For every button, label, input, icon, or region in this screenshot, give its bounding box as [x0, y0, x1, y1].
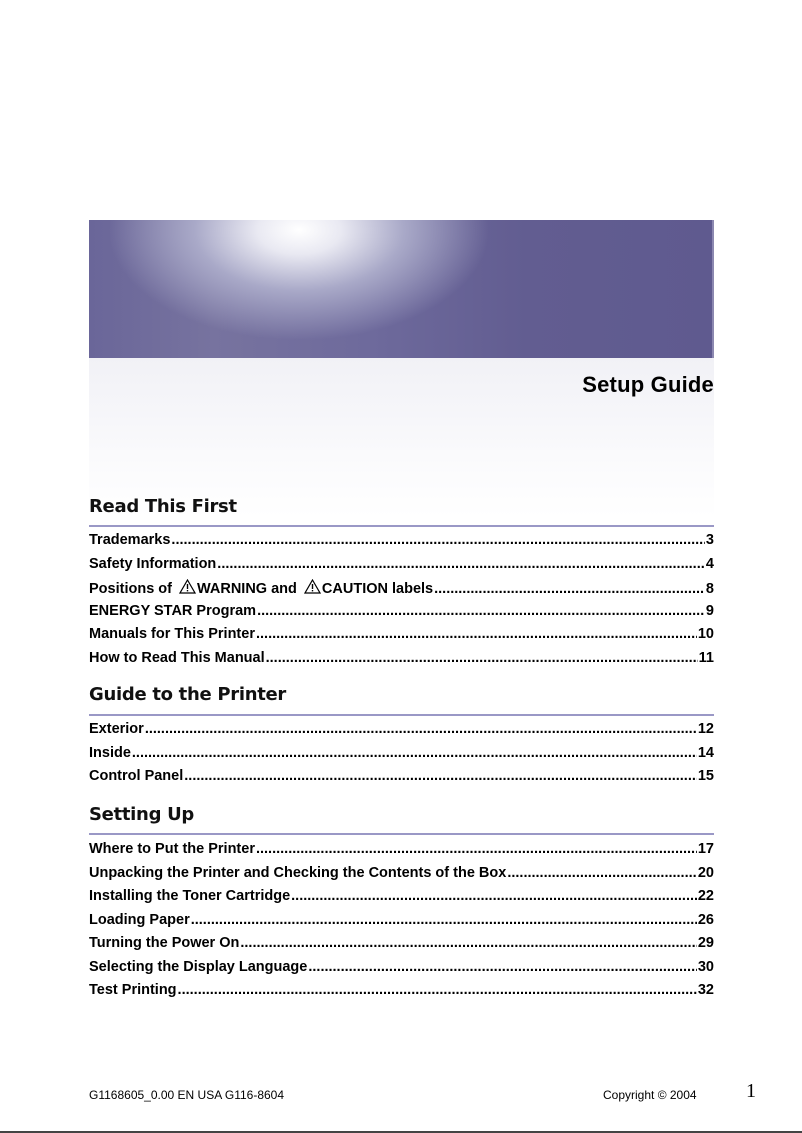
dot-leader	[184, 768, 697, 784]
dot-leader	[507, 865, 697, 881]
section-heading-setting-up: Setting Up	[89, 804, 195, 825]
toc-entry-how-to-read[interactable]	[89, 650, 714, 674]
toc-entry-page: 11	[698, 649, 714, 666]
toc-entry-energy-star[interactable]	[89, 603, 714, 627]
toc-entry-label: ENERGY STAR Program	[89, 602, 257, 619]
toc-entry-label: Inside	[89, 744, 131, 761]
toc-entry-label-part: CAUTION labels	[321, 581, 434, 597]
toc-entry-inside[interactable]	[89, 745, 714, 769]
dot-leader	[171, 532, 705, 548]
footer-document-code: G1168605_0.00 EN USA G116-8604	[89, 1088, 285, 1102]
toc-entry-label: Exterior	[89, 721, 144, 737]
toc-entry-toner-cartridge[interactable]	[89, 888, 714, 912]
toc-list-read-this-first	[89, 532, 714, 673]
toc-entry-display-language[interactable]	[89, 959, 714, 983]
toc-entry-page: 15	[697, 768, 714, 784]
page-number: 1	[746, 1080, 756, 1102]
footer-copyright: Copyright © 2004	[603, 1088, 697, 1102]
toc-entry-page: 8	[705, 581, 714, 597]
dot-leader	[257, 603, 705, 619]
dot-leader	[291, 888, 697, 904]
section-rule	[89, 525, 714, 527]
toc-entry-label: Unpacking the Printer and Checking the Contents of the Box	[89, 864, 507, 881]
dot-leader	[240, 935, 696, 951]
dot-leader	[191, 912, 697, 928]
toc-entry-label: Control Panel	[89, 768, 184, 784]
dot-leader	[145, 721, 697, 737]
document-title: Setup Guide	[582, 372, 714, 397]
toc-entry-label: Turning the Power On	[89, 935, 240, 951]
dot-leader	[178, 982, 697, 998]
toc-entry-page: 3	[705, 532, 714, 548]
section-heading-guide-to-the-printer: Guide to the Printer	[89, 684, 286, 705]
section-rule	[89, 833, 714, 835]
toc-entry-label: Manuals for This Printer	[89, 626, 255, 642]
toc-list-setting-up	[89, 841, 714, 1006]
toc-entry-page: 10	[697, 626, 714, 642]
toc-entry-positions-of-labels[interactable]	[89, 579, 714, 603]
toc-entry-page: 30	[697, 958, 714, 975]
dot-leader	[308, 959, 697, 975]
toc-entry-page: 20	[697, 864, 714, 881]
toc-entry-exterior[interactable]	[89, 721, 714, 745]
section-heading-read-this-first: Read This First	[89, 496, 237, 517]
toc-entry-page: 9	[705, 602, 714, 619]
toc-entry-label: Safety Information	[89, 555, 217, 572]
toc-entry-page: 22	[697, 888, 714, 904]
toc-entry-label: Trademarks	[89, 532, 171, 548]
toc-entry-label: Loading Paper	[89, 911, 190, 928]
warning-triangle-icon	[304, 579, 321, 594]
toc-entry-manuals[interactable]	[89, 626, 714, 650]
toc-entry-label-part: WARNING and	[197, 581, 301, 597]
toc-list-guide-to-the-printer	[89, 721, 714, 792]
toc-entry-page: 29	[697, 935, 714, 951]
toc-entry-label	[89, 579, 433, 597]
toc-entry-label: Where to Put the Printer	[89, 841, 255, 857]
toc-entry-where-to-put[interactable]	[89, 841, 714, 865]
toc-entry-label: How to Read This Manual	[89, 649, 265, 666]
toc-entry-power-on[interactable]	[89, 935, 714, 959]
dot-leader	[217, 556, 705, 572]
dot-leader	[256, 841, 697, 857]
dot-leader	[256, 626, 697, 642]
toc-entry-page: 12	[697, 721, 714, 737]
toc-entry-page: 32	[697, 982, 714, 998]
dot-leader	[434, 581, 705, 597]
dot-leader	[266, 650, 698, 666]
toc-entry-page: 26	[697, 911, 714, 928]
warning-triangle-icon	[179, 579, 196, 594]
toc-entry-safety-information[interactable]	[89, 556, 714, 580]
toc-entry-control-panel[interactable]	[89, 768, 714, 792]
toc-entry-label-part: Positions of	[89, 581, 176, 597]
toc-entry-page: 4	[705, 555, 714, 572]
toc-entry-page: 17	[697, 841, 714, 857]
toc-entry-trademarks[interactable]	[89, 532, 714, 556]
toc-entry-page: 14	[697, 744, 714, 761]
section-rule	[89, 714, 714, 716]
dot-leader	[132, 745, 697, 761]
toc-entry-unpacking[interactable]	[89, 865, 714, 889]
toc-entry-test-printing[interactable]	[89, 982, 714, 1006]
header-banner	[89, 220, 714, 358]
toc-entry-label: Test Printing	[89, 982, 177, 998]
toc-entry-loading-paper[interactable]	[89, 912, 714, 936]
toc-entry-label: Installing the Toner Cartridge	[89, 888, 291, 904]
toc-entry-label: Selecting the Display Language	[89, 958, 308, 975]
